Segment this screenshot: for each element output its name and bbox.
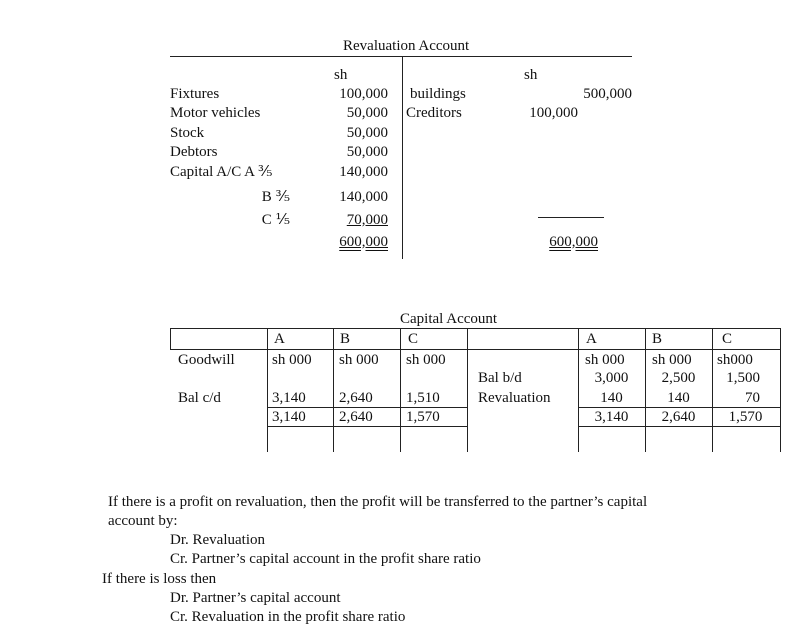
- profit-credit-entry: Cr. Partner’s capital account in the profit share ratio: [170, 551, 481, 567]
- credit-total-rule: [538, 217, 604, 218]
- capital-row-label: Goodwill: [178, 352, 235, 368]
- debit-total: 600,000: [339, 234, 388, 250]
- capital-unit: sh 000: [652, 352, 692, 368]
- debit-label: B ⅗: [261, 189, 290, 205]
- capital-row-label: Bal c/d: [178, 390, 221, 406]
- debit-amount: 70,000: [346, 212, 388, 228]
- capital-rule: [267, 328, 268, 452]
- profit-note-line1: If there is a profit on revaluation, then the profit will be transferred to the partner’s capital: [108, 494, 648, 510]
- capital-rule: [400, 328, 401, 452]
- debit-label: Debtors: [170, 144, 218, 160]
- capital-value: 3,140: [272, 390, 306, 406]
- capital-title: Capital Account: [400, 311, 498, 327]
- capital-header: C: [722, 331, 733, 347]
- debit-amount: 50,000: [346, 105, 388, 121]
- capital-total-rule: [578, 426, 780, 427]
- capital-unit: sh 000: [406, 352, 446, 368]
- profit-debit-entry: Dr. Revaluation: [170, 532, 265, 548]
- capital-total: 2,640: [661, 409, 696, 425]
- debit-label: Fixtures: [170, 86, 220, 102]
- credit-amount: 100,000: [529, 105, 578, 121]
- debit-currency: sh: [334, 67, 348, 83]
- capital-rule: [780, 328, 781, 452]
- capital-total: 3,140: [272, 409, 306, 425]
- capital-top-rule: [170, 328, 780, 329]
- capital-value: 140: [600, 390, 623, 406]
- capital-header: C: [408, 331, 419, 347]
- capital-header: A: [274, 331, 285, 347]
- capital-rule: [333, 328, 334, 452]
- capital-unit: sh 000: [339, 352, 379, 368]
- capital-header: B: [652, 331, 663, 347]
- capital-value: 2,500: [661, 370, 696, 386]
- capital-header: B: [340, 331, 351, 347]
- capital-row-label: Revaluation: [478, 390, 551, 406]
- capital-value: 70: [745, 390, 760, 406]
- capital-value: 2,640: [339, 390, 373, 406]
- capital-row-label: Bal b/d: [478, 370, 522, 386]
- debit-label: C ⅕: [261, 212, 290, 228]
- credit-currency: sh: [524, 67, 538, 83]
- debit-amount: 50,000: [346, 144, 388, 160]
- credit-label: buildings: [410, 86, 466, 102]
- debit-label: Capital A/C A ⅗: [170, 164, 273, 180]
- capital-value: 3,000: [594, 370, 629, 386]
- capital-total: 1,570: [728, 409, 763, 425]
- capital-unit: sh 000: [272, 352, 312, 368]
- credit-label: Creditors: [406, 105, 462, 121]
- capital-value: 140: [667, 390, 690, 406]
- debit-amount: 140,000: [339, 164, 388, 180]
- debit-amount: 140,000: [339, 189, 388, 205]
- credit-total: 600,000: [549, 234, 598, 250]
- capital-unit: sh000: [717, 352, 753, 368]
- capital-header: A: [586, 331, 597, 347]
- revaluation-center-rule: [402, 57, 403, 259]
- profit-note-line2: account by:: [108, 513, 178, 529]
- capital-rule: [467, 328, 468, 452]
- debit-label: Motor vehicles: [170, 105, 261, 121]
- loss-credit-entry: Cr. Revaluation in the profit share ratio: [170, 609, 406, 625]
- capital-value: 1,510: [406, 390, 440, 406]
- capital-value: 1,500: [726, 370, 760, 386]
- loss-debit-entry: Dr. Partner’s capital account: [170, 590, 341, 606]
- capital-unit: sh 000: [585, 352, 625, 368]
- capital-total-rule: [267, 426, 467, 427]
- revaluation-top-rule: [170, 56, 632, 57]
- capital-total: 1,570: [406, 409, 440, 425]
- revaluation-title: Revaluation Account: [343, 38, 470, 54]
- loss-note: If there is loss then: [102, 571, 217, 587]
- capital-total: 3,140: [594, 409, 629, 425]
- credit-amount: 500,000: [583, 86, 632, 102]
- debit-amount: 100,000: [339, 86, 388, 102]
- capital-rule: [170, 328, 171, 349]
- capital-header-rule: [170, 349, 780, 350]
- capital-total: 2,640: [339, 409, 373, 425]
- debit-amount: 50,000: [346, 125, 388, 141]
- debit-label: Stock: [170, 125, 205, 141]
